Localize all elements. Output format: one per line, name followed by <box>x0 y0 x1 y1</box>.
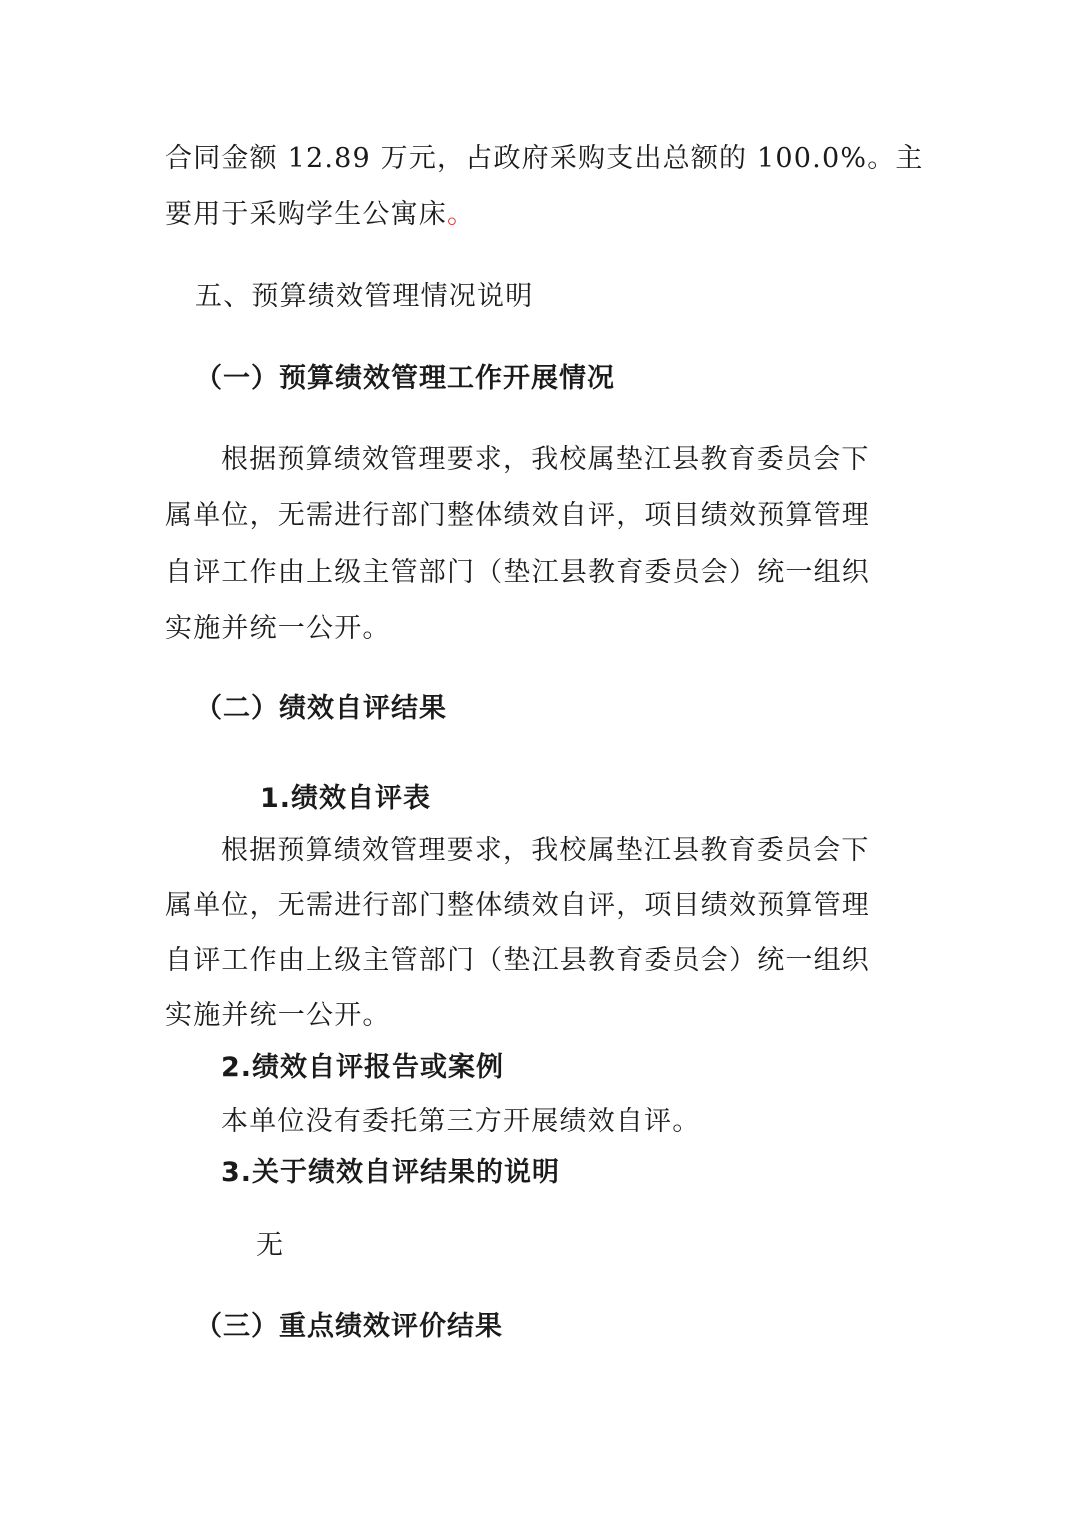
sub1-paragraph-line-3: 自评工作由上级主管部门（垫江县教育委员会）统一组织 <box>165 557 870 588</box>
intro-line-2-text: 要用于采购学生公寓床 <box>165 199 447 230</box>
sub1-paragraph-line-4: 实施并统一公开。 <box>165 613 391 644</box>
intro-line-1: 合同金额 12.89 万元，占政府采购支出总额的 100.0%。主 <box>165 143 924 174</box>
item1-paragraph-line-3: 自评工作由上级主管部门（垫江县教育委员会）统一组织 <box>165 945 870 976</box>
sub1-paragraph-line-2: 属单位，无需进行部门整体绩效自评，项目绩效预算管理 <box>165 500 870 531</box>
item1-paragraph-line-2: 属单位，无需进行部门整体绩效自评，项目绩效预算管理 <box>165 890 870 921</box>
item-2-text: 本单位没有委托第三方开展绩效自评。 <box>221 1106 701 1137</box>
item-3-heading: 3.关于绩效自评结果的说明 <box>221 1157 561 1188</box>
sub1-paragraph-line-1: 根据预算绩效管理要求，我校属垫江县教育委员会下 <box>221 444 870 475</box>
item-1-heading: 1.绩效自评表 <box>260 783 432 814</box>
intro-line-2 <box>165 195 475 235</box>
item1-paragraph-line-4: 实施并统一公开。 <box>165 1000 391 1031</box>
section-5-heading: 五、预算绩效管理情况说明 <box>195 281 534 312</box>
item1-paragraph-line-1: 根据预算绩效管理要求，我校属垫江县教育委员会下 <box>221 835 870 866</box>
subsection-1-heading: （一）预算绩效管理工作开展情况 <box>195 363 615 394</box>
item-3-text: 无 <box>256 1230 285 1261</box>
subsection-2-heading: （二）绩效自评结果 <box>195 693 447 724</box>
intro-line-2-period: 。 <box>447 199 476 230</box>
item-2-heading: 2.绩效自评报告或案例 <box>221 1052 505 1083</box>
subsection-3-heading: （三）重点绩效评价结果 <box>195 1311 503 1342</box>
